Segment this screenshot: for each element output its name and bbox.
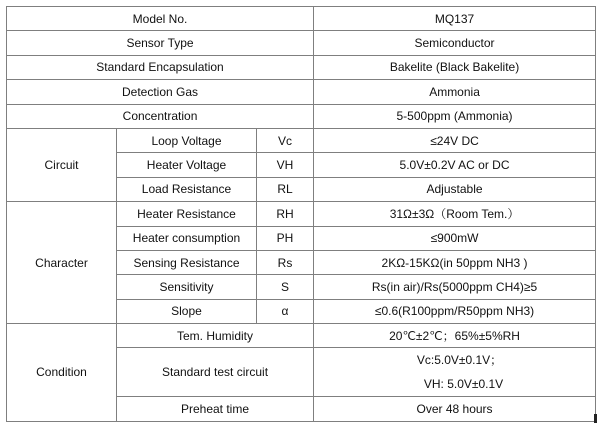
param-name: Sensing Resistance xyxy=(117,250,257,274)
edge-mark xyxy=(594,414,597,423)
character-group-label: Character xyxy=(7,202,117,324)
encapsulation-label: Standard Encapsulation xyxy=(7,55,314,79)
param-value: Adjustable xyxy=(314,177,596,201)
encapsulation-value: Bakelite (Black Bakelite) xyxy=(314,55,596,79)
param-value: 5.0V±0.2V AC or DC xyxy=(314,153,596,177)
preheat-value: Over 48 hours xyxy=(314,397,596,421)
model-label: Model No. xyxy=(7,7,314,31)
param-value: Rs(in air)/Rs(5000ppm CH4)≥5 xyxy=(314,275,596,299)
table-row xyxy=(7,55,596,79)
param-value: ≤0.6(R100ppm/R50ppm NH3) xyxy=(314,299,596,323)
sensor-type-label: Sensor Type xyxy=(7,31,314,55)
table-row xyxy=(7,7,596,31)
concentration-label: Concentration xyxy=(7,104,314,128)
param-symbol: RH xyxy=(257,202,314,226)
table-row xyxy=(7,104,596,128)
param-symbol: VH xyxy=(257,153,314,177)
test-circuit-line-vc: Vc:5.0V±0.1V； xyxy=(416,353,503,368)
table-row xyxy=(7,128,596,152)
detection-gas-label: Detection Gas xyxy=(7,80,314,104)
param-symbol: RL xyxy=(257,177,314,201)
param-value: ≤24V DC xyxy=(314,128,596,152)
table-row xyxy=(7,31,596,55)
param-name: Loop Voltage xyxy=(117,128,257,152)
sensor-spec-table xyxy=(6,6,596,422)
param-symbol: S xyxy=(257,275,314,299)
param-name: Heater Resistance xyxy=(117,202,257,226)
test-circuit-value xyxy=(314,348,596,397)
param-value: 31Ω±3Ω（Room Tem.） xyxy=(314,202,596,226)
sensor-type-value: Semiconductor xyxy=(314,31,596,55)
table-row xyxy=(7,324,596,348)
param-value: ≤900mW xyxy=(314,226,596,250)
detection-gas-value: Ammonia xyxy=(314,80,596,104)
param-value: 2KΩ-15KΩ(in 50ppm NH3 ) xyxy=(314,250,596,274)
test-circuit-line-vh: VH: 5.0V±0.1V xyxy=(423,377,504,392)
table-row xyxy=(7,202,596,226)
table-row xyxy=(7,80,596,104)
param-symbol: Rs xyxy=(257,250,314,274)
param-name: Heater consumption xyxy=(117,226,257,250)
param-name: Heater Voltage xyxy=(117,153,257,177)
humidity-value: 20℃±2℃；65%±5%RH xyxy=(314,324,596,348)
param-symbol: α xyxy=(257,299,314,323)
test-circuit-label: Standard test circuit xyxy=(117,348,314,397)
model-value: MQ137 xyxy=(314,7,596,31)
param-name: Slope xyxy=(117,299,257,323)
param-name: Sensitivity xyxy=(117,275,257,299)
humidity-label: Tem. Humidity xyxy=(117,324,314,348)
param-symbol: Vc xyxy=(257,128,314,152)
condition-group-label: Condition xyxy=(7,324,117,422)
param-name: Load Resistance xyxy=(117,177,257,201)
preheat-label: Preheat time xyxy=(117,397,314,421)
circuit-group-label: Circuit xyxy=(7,128,117,201)
concentration-value: 5-500ppm (Ammonia) xyxy=(314,104,596,128)
param-symbol: PH xyxy=(257,226,314,250)
